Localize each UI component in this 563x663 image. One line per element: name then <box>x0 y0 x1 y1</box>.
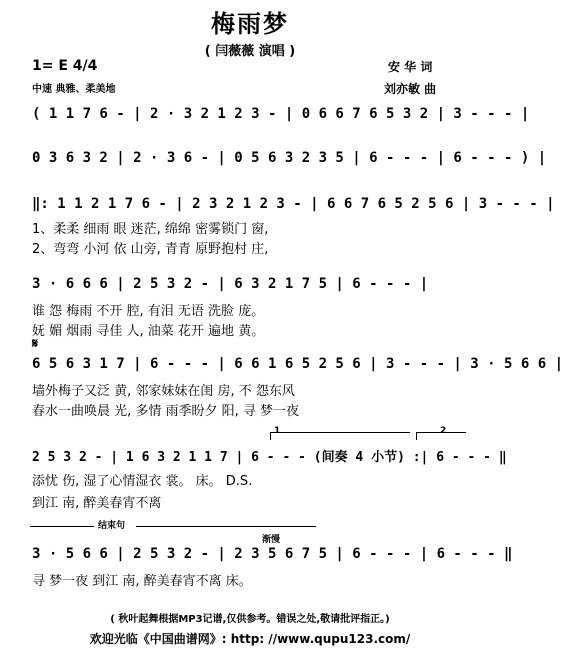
tempo-marking: 中速 典雅、柔美地 <box>32 84 116 95</box>
score-line-1: ( 1 1 7 6 - | 2 · 3 2 1 2 3 - | 0 6 6 7 6 5 3 2 | 3 - - - | <box>32 106 530 122</box>
score-line-2: 0 3 6 3 2 | 2 · 3 6 - | 0 5 6 3 2 3 5 | 6 - - - | 6 - - - ) | <box>32 150 547 166</box>
volta-bracket-1 <box>270 432 410 433</box>
coda-label: 结束句 <box>98 521 126 531</box>
coda-line-right <box>136 526 316 527</box>
volta-2-label: 2 <box>440 426 447 436</box>
rit-label: 渐慢 <box>262 535 281 545</box>
key-signature: 1= E 4/4 <box>32 58 98 74</box>
score-line-5: 6 5 6 3 1 7 | 6 - - - | 6 6 1 6 5 2 5 6 | 3 - - - | 3 · 5 6 6 | <box>32 356 563 372</box>
lyric-line-6: 春水一曲唤晨 光, 多情 雨季盼夕 阳, 寻 梦一夜 <box>32 404 300 419</box>
final-lyric-line: 寻 梦一夜 到江 南, 醉美春宵不离 床。 <box>32 574 252 589</box>
song-title: 梅雨梦 <box>211 10 289 38</box>
transcription-note: ( 秋叶起舞根据MP3记谱,仅供参考。错误之处,敬请批评指正。) <box>110 614 390 625</box>
lyric-line-5: 墙外梅子又泛 黄, 邻家妹妹在闺 房, 不 怨东风 <box>32 384 295 399</box>
singer-credit: ( 闫薇薇 演唱 ) <box>204 44 296 59</box>
lyric-line-8: 到江 南, 醉美春宵不离 <box>32 496 162 511</box>
lyric-line-3: 谁 怨 梅雨 不开 腔, 有泪 无语 洗脸 庞。 <box>32 304 265 319</box>
lyric-line-4: 妩 媚 烟雨 寻佳 人, 油菜 花开 遍地 黄。 <box>32 324 265 339</box>
score-line-7: 3 · 5 6 6 | 2 5 3 2 - | 2 3 5 6 7 5 | 6 - - - | 6 - - - ‖ <box>32 546 513 562</box>
site-credit: 欢迎光临《中国曲谱网》: http: //www.qupu123.com/ <box>89 632 411 646</box>
score-line-6: 2 5 3 2 - | 1 6 3 2 1 1 7 | 6 - - - (间奏 4 小节) :| 6 - - - ‖ <box>32 450 507 465</box>
coda-line-left <box>30 526 94 527</box>
score-line-4: 3 · 6 6 6 | 2 5 3 2 - | 6 3 2 1 7 5 | 6 - - - | <box>32 276 429 292</box>
lyric-line-7: 添忧 伤, 湿了心情湿衣 裳。 床。 D.S. <box>32 474 253 489</box>
score-line-3: ‖: 1 1 2 1 7 6 - | 2 3 2 1 2 3 - | 6 6 7 6 5 2 5 6 | 3 - - - | <box>32 196 555 212</box>
lyric-line-2: 2、弯弯 小河 依 山旁, 青青 原野抱村 庄, <box>32 242 269 257</box>
lyricist-credit: 安 华 词 <box>388 60 433 74</box>
lyric-line-1: 1、柔柔 细雨 眼 迷茫, 绵绵 密雾锁门 窗, <box>32 222 269 237</box>
volta-bracket-1-end <box>270 432 271 440</box>
volta-1-label: 1 <box>274 426 281 436</box>
segno-mark: 𝄋 <box>32 336 39 352</box>
volta-bracket-2-end <box>416 432 417 440</box>
composer-credit: 刘亦敏 曲 <box>384 82 437 96</box>
